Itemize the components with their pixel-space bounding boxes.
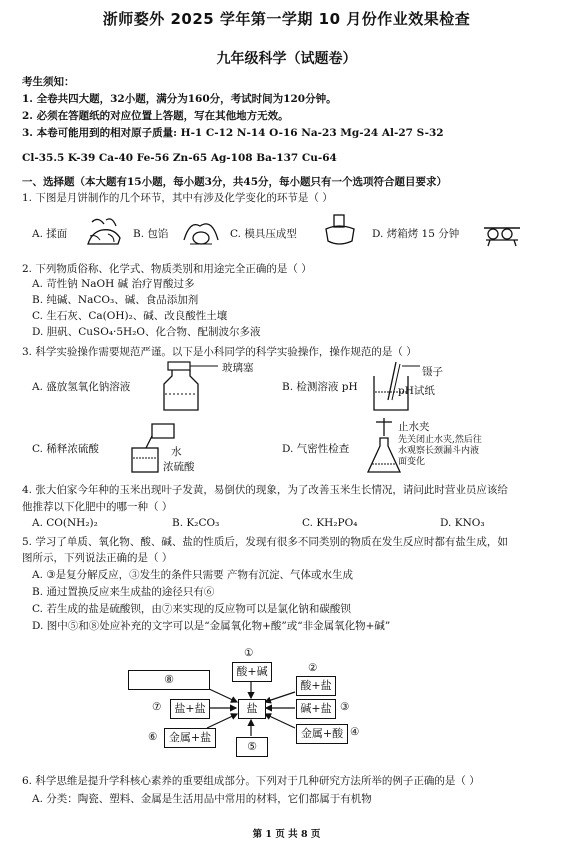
diagram-label-2: ②	[308, 662, 318, 674]
q3-label-d2: 先关闭止水夹,然后往	[398, 435, 482, 445]
notice-item-1: 1. 全卷共四大题，32小题，满分为160分，考试时间为120分钟。	[22, 93, 337, 105]
q2-option-d: D. 胆矾、CuSO₄·5H₂O、化合物、配制波尔多液	[32, 326, 261, 338]
q2-stem: 2. 下列物质俗称、化学式、物质类别和用途完全正确的是（ ）	[22, 263, 312, 275]
q4-option-a: A. CO(NH₂)₂	[32, 517, 98, 529]
q3-label-d3: 水观察长颈漏斗内液	[398, 446, 480, 456]
q5-option-a: A. ③是复分解反应，③发生的条件只需要 产物有沉淀、气体或水生成	[32, 569, 354, 581]
q5-option-c: C. 若生成的盐是硫酸钡，由⑦来实现的反应物可以是氯化钠和碳酸钡	[32, 603, 351, 615]
oven-tray-image	[482, 214, 522, 248]
q3-option-c: C. 稀释浓硫酸	[32, 443, 99, 455]
q4-stem-line2: 他推荐以下化肥中的哪一种（ ）	[22, 501, 173, 513]
notice-item-2: 2. 必须在答题纸的对应位置上答题，写在其他地方无效。	[22, 110, 289, 122]
q5-option-d: D. 图中⑤和⑧处应补充的文字可以是“金属氧化物+酸”或“非金属氧化物+碱”	[32, 620, 391, 632]
q3-label-acid: 浓硫酸	[163, 461, 195, 473]
page-footer: 第 1 页 共 8 页	[252, 829, 321, 840]
q4-option-c: C. KH₂PO₄	[302, 517, 358, 529]
diagram-box-5: ⑤	[236, 737, 268, 757]
flask-airtight-image	[366, 418, 402, 476]
q2-option-a: A. 苛性钠 NaOH 碱 治疗胃酸过多	[32, 278, 195, 290]
q6-stem: 6. 科学思维是提升学科核心素养的重要组成部分。下列对于几种研究方法所举的例子正确的是（ ）	[22, 775, 480, 787]
q3-label-ph-paper: pH试纸	[398, 385, 435, 397]
q4-option-b: B. K₂CO₃	[172, 517, 220, 529]
q3-option-b: B. 检测溶液 pH	[282, 381, 358, 393]
section1-heading: 一、选择题（本大题有15小题，每小题3分，共45分，每小题只有一个选项符合题目要求）	[22, 176, 448, 188]
q3-label-stopper: 玻璃塞	[222, 362, 254, 374]
q3-option-a: A. 盛放氢氧化钠溶液	[32, 381, 131, 393]
diagram-box-acid-base: 酸+碱	[232, 662, 272, 682]
diagram-label-3: ③	[340, 701, 350, 713]
q3-label-water: 水	[171, 446, 182, 458]
diagram-box-acid-salt: 酸+盐	[296, 676, 336, 696]
q3-label-tweezers: 镊子	[422, 366, 443, 378]
notice-item-3: 3. 本卷可能用到的相对原子质量: H-1 C-12 N-14 O-16 Na-23 Mg-24 Al-27 S-32	[22, 127, 444, 139]
q3-option-d: D. 气密性检查	[282, 443, 350, 455]
q1-option-c: C. 模具压成型	[230, 228, 297, 240]
q2-option-b: B. 纯碱、NaCO₃、碱、食品添加剂	[32, 294, 199, 306]
q5-option-b: B. 通过置换反应来生成盐的途径只有⑥	[32, 586, 215, 598]
exam-title: 浙师婺外 2025 学年第一学期 10 月份作业效果检查	[102, 10, 471, 28]
q4-option-d: D. KNO₃	[440, 517, 485, 529]
notice-heading: 考生须知：	[22, 76, 75, 88]
mold-press-image	[322, 213, 358, 247]
diagram-label-7: ⑦	[152, 701, 162, 713]
diagram-box-metal-acid: 金属+酸	[296, 724, 348, 744]
q4-stem-line1: 4. 张大伯家今年种的玉米出现叶子发黄，易倒伏的现象，为了改善玉米生长情况，请问此时营业员应该给	[22, 484, 508, 496]
q3-stem: 3. 科学实验操作需要规范严谨。以下是小科同学的科学实验操作，操作规范的是（ ）	[22, 346, 417, 358]
diagram-box-metal-salt: 金属+盐	[164, 728, 216, 748]
diagram-box-base-salt: 碱+盐	[296, 699, 336, 719]
q1-stem: 1. 下图是月饼制作的几个环节，其中有涉及化学变化的环节是（ ）	[22, 192, 333, 204]
filling-hands-image	[180, 214, 222, 248]
q1-option-b: B. 包馅	[133, 228, 169, 240]
q3-label-d4: 面变化	[398, 457, 426, 467]
q5-stem-line1: 5. 学习了单质、氧化物、酸、碱、盐的性质后，发现有很多不同类别的物质在发生反应时都有盐生成，如	[22, 536, 508, 548]
q1-option-a: A. 揉面	[32, 228, 68, 240]
diagram-box-salt: 盐	[238, 699, 266, 719]
q1-option-d: D. 烤箱烤 15 分钟	[372, 228, 460, 240]
exam-subtitle: 九年级科学（试题卷）	[216, 51, 357, 67]
kneading-hands-image	[84, 214, 124, 248]
diagram-box-8	[128, 670, 210, 690]
diagram-label-8: ⑧	[164, 673, 174, 686]
q5-stem-line2: 图所示，下列说法正确的是（ ）	[22, 552, 173, 564]
q6-option-a: A. 分类：陶瓷、塑料、金属是生活用品中常用的材料，它们都属于有机物	[32, 793, 372, 805]
q3-label-clamp: 止水夹	[398, 421, 430, 433]
diagram-box-salt-salt: 盐+盐	[170, 699, 210, 719]
diagram-label-1: ①	[244, 647, 254, 659]
q2-option-c: C. 生石灰、Ca(OH)₂、碱、改良酸性土壤	[32, 310, 228, 322]
notice-item-4: Cl-35.5 K-39 Ca-40 Fe-56 Zn-65 Ag-108 Ba-137 Cu-64	[22, 152, 337, 164]
diagram-label-6: ⑥	[148, 731, 158, 743]
diagram-label-4: ④	[350, 726, 360, 738]
